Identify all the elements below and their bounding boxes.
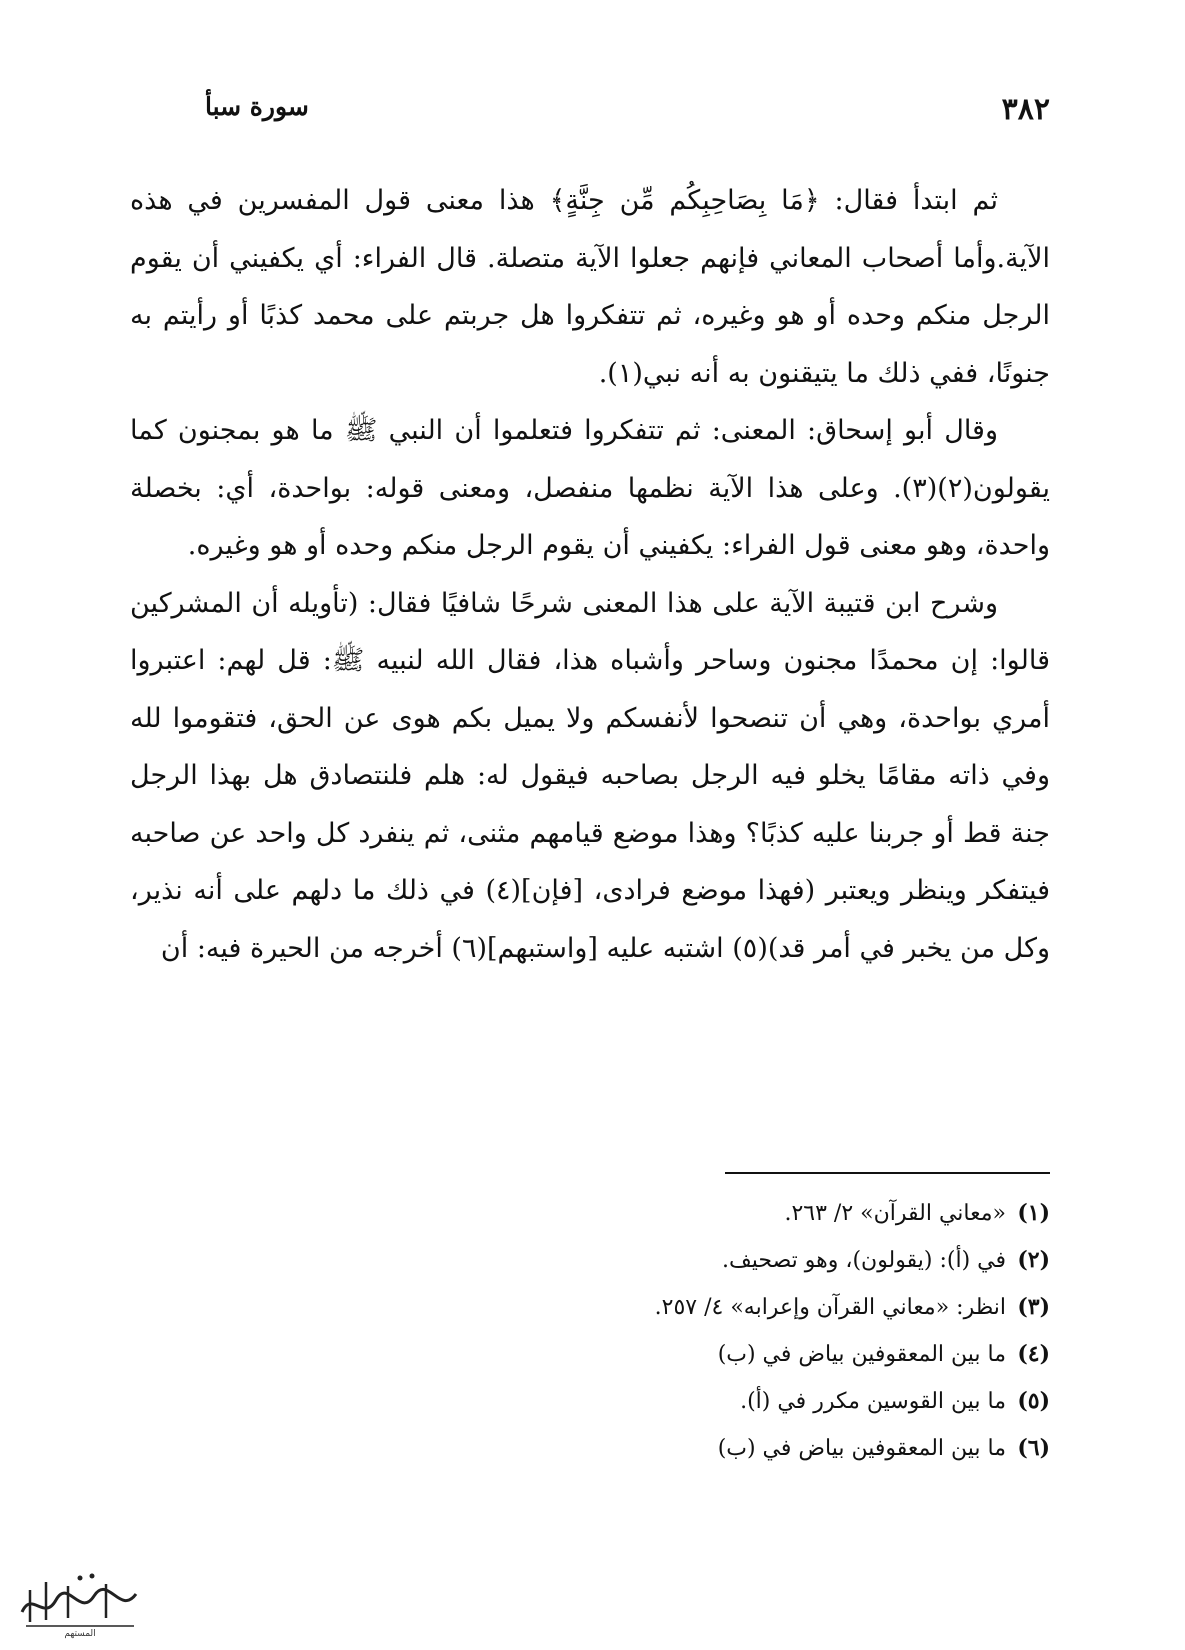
footnote-text: ما بين المعقوفين بياض في (ب) [717, 1436, 1006, 1461]
paragraph: وقال أبو إسحاق: المعنى: ثم تتفكروا فتعلموا أن النبي ﷺ ما هو بمجنون كما يقولون(٢)(٣). وعلى هذا الآية نظمها منفصل، ومعنى قوله: بواحدة، أي: بخصلة واحدة، وهو معنى قول الفراء: يكفيني أن يقوم الرجل منكم وحده أو هو وغيره. [130, 415, 1050, 561]
logo-text: المستهم [64, 1629, 96, 1639]
footnote-text: «معاني القرآن» ٢/ ٢٦٣. [784, 1201, 1006, 1226]
footnote-text: ما بين القوسين مكرر في (أ). [740, 1389, 1006, 1414]
footnote [200, 1284, 1050, 1331]
paragraph: وشرح ابن قتيبة الآية على هذا المعنى شرحًا شافيًا فقال: (تأويله أن المشركين قالوا: إن محمدًا مجنون وساحر وأشباه هذا، فقال الله لنبيه ﷺ: قل لهم: اعتبروا أمري بواحدة، وهي أن تنصحوا لأنفسكم ولا يميل بكم هوى عن الحق، فتقوموا لله وفي ذاته مقامًا يخلو فيه الرجل بصاحبه فيقول له: هلم فلنتصادق هل بهذا الرجل جنة قط أو جربنا عليه كذبًا؟ وهذا موضع قيامهم مثنى، ثم ينفرد كل واحد عن صاحبه فيتفكر وينظر ويعتبر (فهذا موضع فرادى، [فإن](٤) في ذلك ما دلهم على أنه نذير، وكل من يخبر في أمر قد)(٥) اشتبه عليه [واستبهم](٦) أخرجه من الحيرة فيه: أن [130, 587, 1050, 964]
footnote-text: انظر: «معاني القرآن وإعرابه» ٤/ ٢٥٧. [654, 1295, 1006, 1320]
footnote-separator [725, 1172, 1050, 1174]
calligraphy-logo-icon [10, 1560, 150, 1640]
footnote-number: (٥) [1017, 1388, 1050, 1414]
footnote [200, 1190, 1050, 1237]
page-header [205, 92, 1050, 132]
footnote-number: (٢) [1017, 1247, 1050, 1273]
page-number: ٣٨٢ [1001, 92, 1050, 127]
footnote-text: في (أ): (يقولون)، وهو تصحيف. [721, 1248, 1006, 1273]
footnotes [200, 1190, 1050, 1472]
footnote-number: (٣) [1017, 1294, 1050, 1320]
footnote-number: (٤) [1017, 1341, 1050, 1367]
main-text [130, 172, 1050, 977]
footnote-number: (٦) [1017, 1435, 1050, 1461]
footnote [200, 1378, 1050, 1425]
footnote-text: ما بين المعقوفين بياض في (ب) [717, 1342, 1006, 1367]
paragraph: ثم ابتدأ فقال: ﴿مَا بِصَاحِبِكُم مِّن جِنَّةٍ﴾ هذا معنى قول المفسرين في هذه الآية.وأما أصحاب المعاني فإنهم جعلوا الآية متصلة. قال الفراء: أي يكفيني أن يقوم الرجل منكم وحده أو هو وغيره، ثم تتفكروا هل جربتم على محمد كذبًا أو رأيتم به جنونًا، ففي ذلك ما يتيقنون به أنه نبي(١). [130, 185, 1050, 389]
footnote-number: (١) [1017, 1200, 1050, 1226]
footnote [200, 1237, 1050, 1284]
surah-title: سورة سبأ [205, 92, 309, 121]
footnote [200, 1425, 1050, 1472]
footnote [200, 1331, 1050, 1378]
